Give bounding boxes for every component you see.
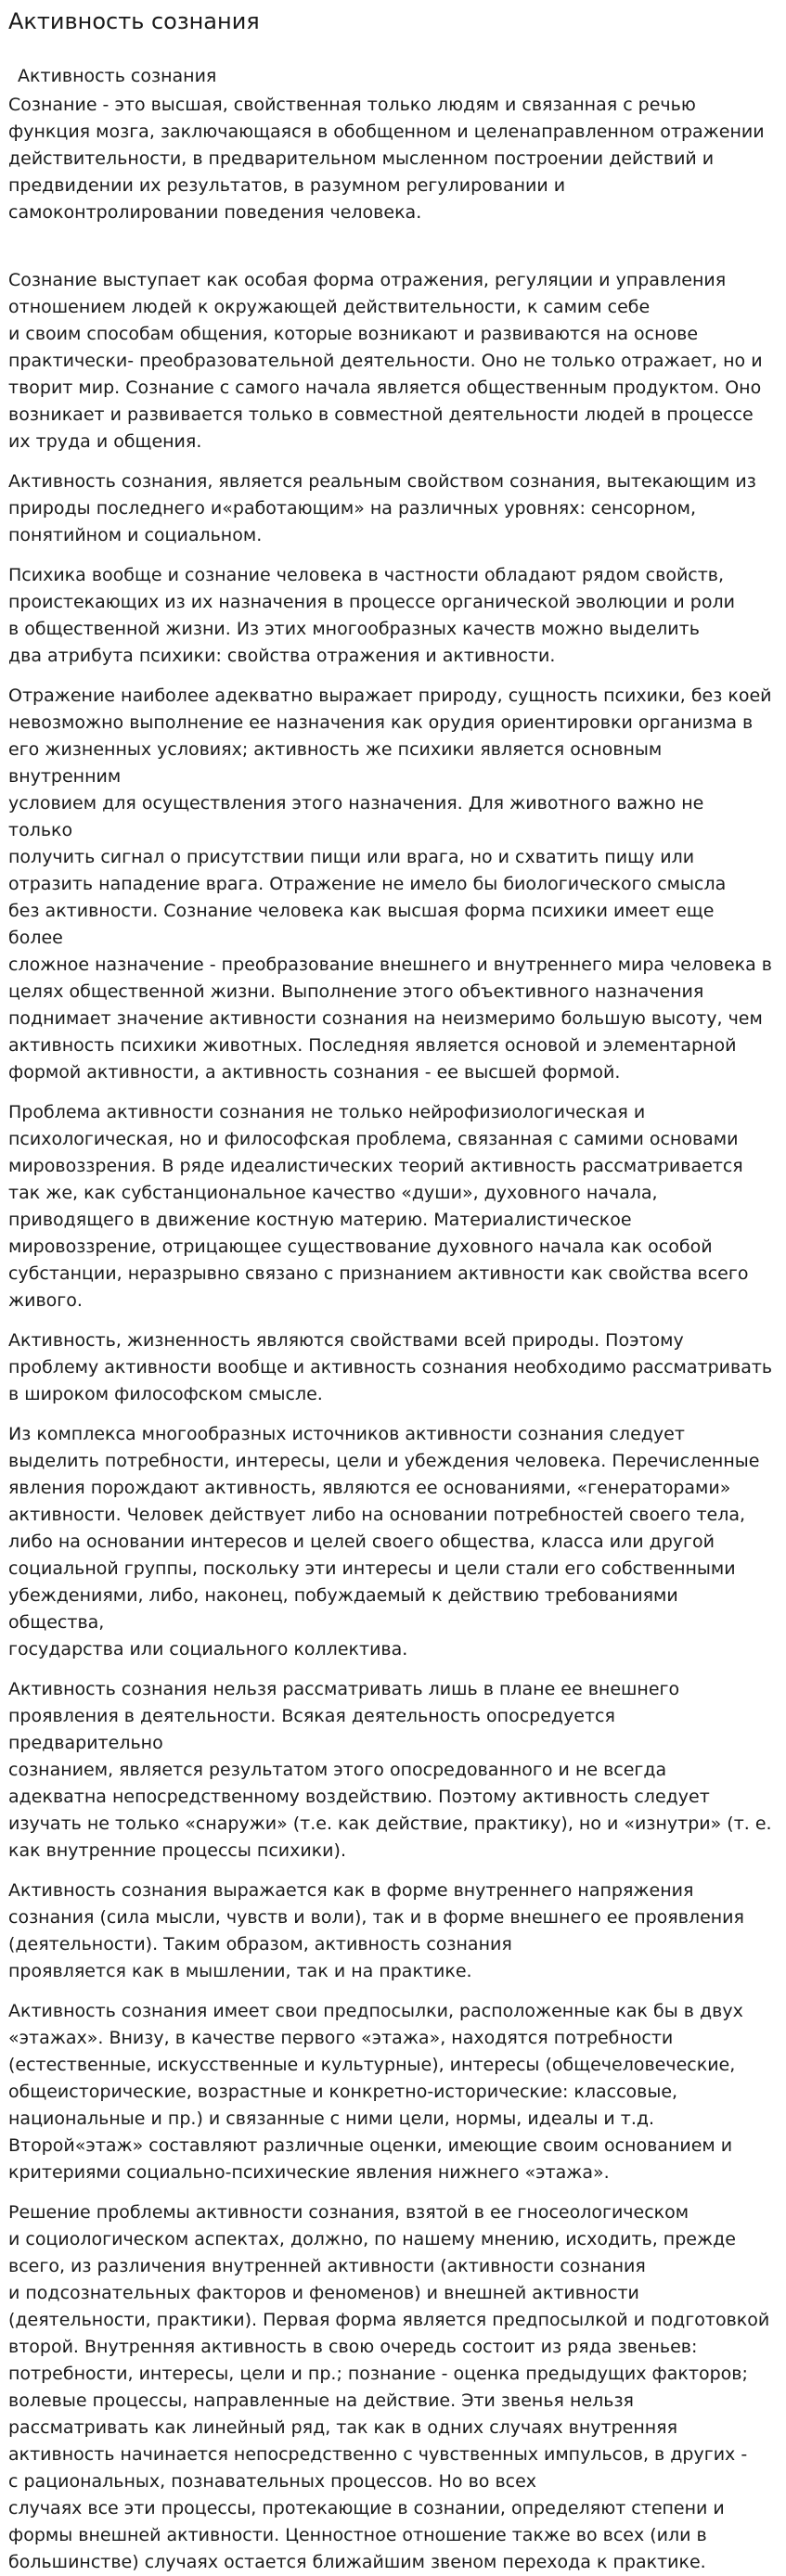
paragraph-external-manifestation: Активность сознания нельзя рассматривать лишь в плане ее внешнего проявления в деятельности. Всякая деятельность опосредуется предварительно сознанием, является результатом этого опосредованного и не всегда адекватна непосредственному воздействию. Поэтому активность следует изучать не только «снаружи» (т.е. как действие, практику), но и «изнутри» (т. е. как внутренние процессы психики). [8,1679,772,1861]
paragraph-reflection-form: Сознание выступает как особая форма отражения, регуляции и управления отношением людей к окружающей действительности, к самим себе и своим способам общения, которые возникают и развиваются на основе практически- преобразовательной деятельности. Оно не только отражает, но и творит мир. Сознание с самого начала является общественным продуктом. Оно возникает и развивается только в совместной деятельности людей в процессе их труда и общения. [8,270,763,452]
paragraph-philosophical-problem: Проблема активности сознания не только нейрофизиологическая и психологическая, но и философская проблема, связанная с самими основами мировоззрения. В ряде идеалистических теорий активность рассматривается так же, как субстанциональное качество «души», духовного начала, приводящего в движение костную материю. Материалистическое мировоззрение, отрицающее существование духовного начала как особой субстанции, неразрывно связано с признанием активности как свойства всего живого. [8,1102,749,1311]
paragraph-sources: Из комплекса многообразных источников активности сознания следует выделить потребности, интересы, цели и убеждения человека. Перечисленные явления порождают активность, являются ее основаниями, «генераторами» активности. Человек действует либо на основании потребностей своего тела, либо на основании интересов и целей своего общества, класса или другой социальной группы, поскольку эти интересы и цели стали его собственными убеждениями, либо, наконец, побуждаемый к действию требованиями общества, государства или социального коллектива. [8,1424,760,1660]
paragraph-vitality: Активность, жизненность являются свойствами всей природы. Поэтому проблему активности вообще и активность сознания необходимо рассматривать в широком философском смысле. [8,1330,773,1404]
paragraph-definition: Сознание - это высшая, свойственная только людям и связанная с речью функция мозга, заключающаяся в обобщенном и целенаправленном отражении действительности, в предварительном мысленном построении действий и предвидении их результатов, в разумном регулировании и самоконтролировании поведения человека. [8,95,765,223]
paragraph-psyche-attributes: Психика вообще и сознание человека в частности обладают рядом свойств, проистекающих из их назначения в процессе органической эволюции и роли в общественной жизни. Из этих многообразных качеств можно выделить два атрибута психики: свойства отражения и активности. [8,565,735,666]
paragraph-solution: Решение проблемы активности сознания, взятой в ее гносеологическом и социологическом аспектах, должно, по нашему мнению, исходить, прежде всего, из различения внутренней активности (активности сознания и подсознательных факторов и феноменов) и внешней активности (деятельности, практики). Первая форма является предпосылкой и подготовкой второй. Внутренняя активность в свою очередь состоит из ряда звеньев: потребности, интересы, цели и пр.; познание - оценка предыдущих факторов; волевые процессы, направленные на действие. Эти звенья нельзя рассматривать как линейный ряд, так как в одних случаях внутренняя активность начинается непосредственно с чувственных импульсов, в других - с рациональных, познавательных процессов. Но во всех случаях все эти процессы, протекающие в сознании, определяют степени и формы внешней активности. Ценностное отношение также во всех (или в большинстве) случаях остается ближайшим звеном перехода к практике. [8,2202,770,2572]
paragraph-reflection-nature: Отражение наиболее адекватно выражает природу, сущность психики, без коей невозможно выполнение ее назначения как орудия ориентировки организма в его жизненных условиях; активность же психики является основным внутренним условием для осуществления этого назначения. Для животного важно не только получить сигнал о присутствии пищи или врага, но и схватить пищу или отразить нападение врага. Отражение не имело бы биологического смысла без активности. Сознание человека как высшая форма психики имеет еще более сложное назначение - преобразование внешнего и внутреннего мира человека в целях общественной жизни. Выполнение этого объективного назначения поднимает значение активности сознания на неизмеримо большую высоту, чем активность психики животных. Последняя является основой и элементарной формой активности, а активность сознания - ее высшей формой. [8,686,772,1083]
page-title: Активность сознания [8,8,260,34]
paragraph-internal-tension: Активность сознания выражается как в форме внутреннего напряжения сознания (сила мысли, чувств и воли), так и в форме внешнего ее проявления (деятельности). Таким образом, активность сознания проявляется как в мышлении, так и на практике. [8,1880,744,1981]
article-subheading: Активность сознания [12,66,217,86]
paragraph-activity-property: Активность сознания, является реальным свойством сознания, вытекающим из природы последнего и«работающим» на различных уровнях: сенсорном, понятийном и социальном. [8,471,756,545]
paragraph-two-floors: Активность сознания имеет свои предпосылки, расположенные как бы в двух «этажах». Внизу, в качестве первого «этажа», находятся потребности (естественные, искусственные и культурные), интересы (общечеловеческие, общеисторические, возрастные и конкретно-исторические: классовые, национальные и пр.) и связанные с ними цели, нормы, идеалы и т.д. Второй«этаж» составляют различные оценки, имеющие своим основанием и критериями социально-психические явления нижнего «этажа». [8,2001,743,2183]
